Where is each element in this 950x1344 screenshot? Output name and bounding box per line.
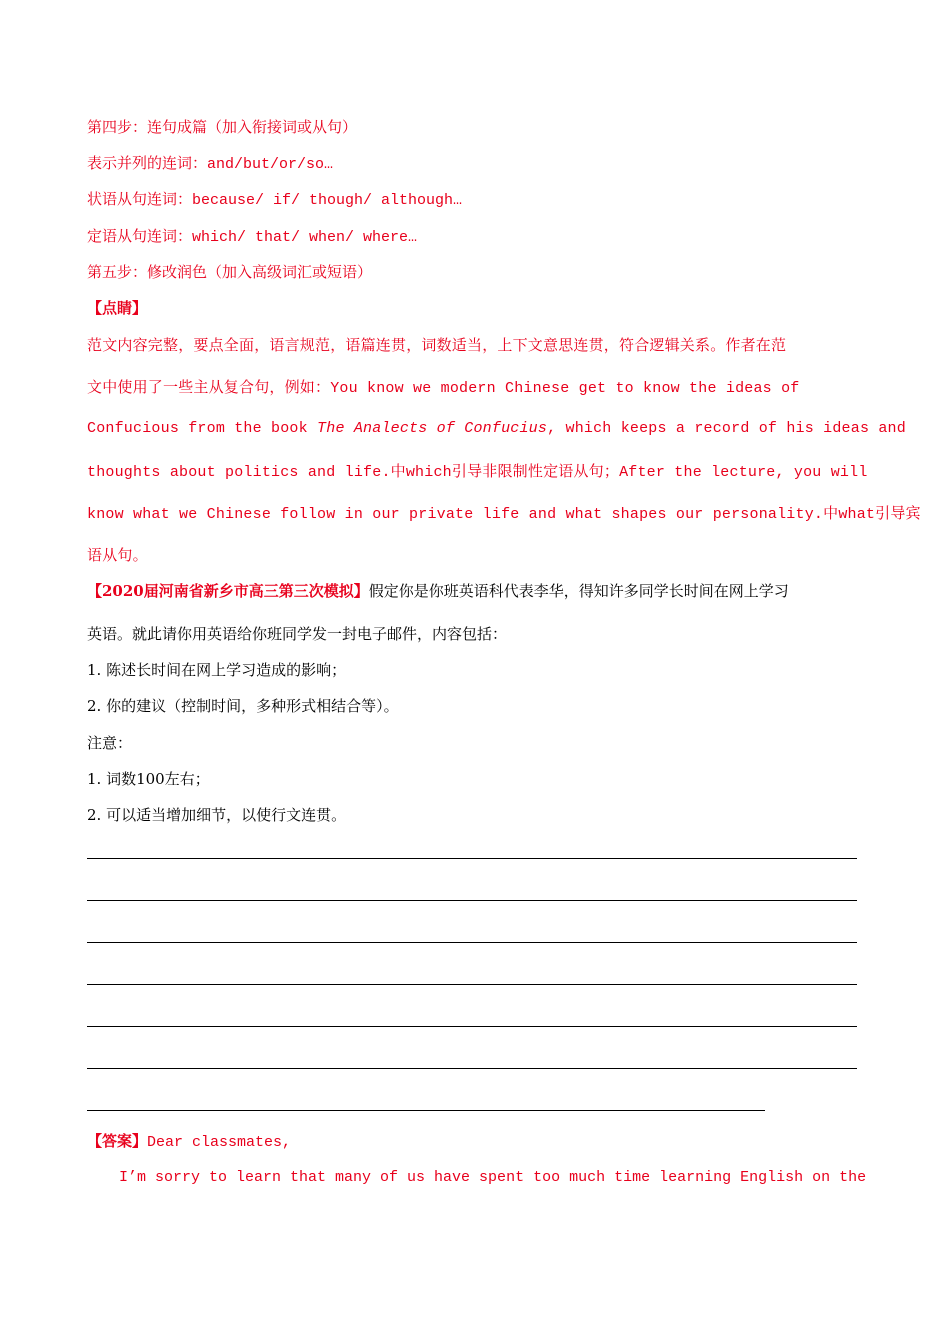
note-1: 1. 词数100左右；: [87, 770, 210, 788]
dianjing-line-3-a: Confucious from the book: [87, 420, 318, 437]
task-item-1: 1. 陈述长时间在网上学习造成的影响；: [87, 661, 347, 679]
dianjing-line-5-cn2: 引导宾: [875, 504, 921, 522]
answer-greeting-line: [87, 1131, 291, 1153]
answer-greeting: Dear classmates,: [147, 1134, 292, 1151]
coord-words: and/but/or/so…: [207, 156, 334, 173]
writing-line: [87, 942, 857, 943]
attr-label: 定语从句连词：: [87, 227, 193, 245]
attributive-conjunctions: [87, 226, 417, 248]
dianjing-line-2-cn: 文中使用了一些主从复合句，例如：: [87, 378, 331, 396]
dianjing-line-2-en: You know we modern Chinese get to know the ideas of: [330, 380, 800, 397]
task-item-2: 2. 你的建议（控制时间，多种形式相结合等）。: [87, 697, 399, 715]
dianjing-line-6: 语从句。: [87, 546, 148, 564]
writing-line: [87, 1110, 765, 1111]
dianjing-line-4-en2: After the lecture, you will: [619, 464, 868, 481]
dianjing-line-3-b: , which keeps a record of his ideas and: [547, 420, 906, 437]
step4-heading: 第四步：连句成篇（加入衔接词或从句）: [87, 118, 358, 136]
writing-line: [87, 858, 857, 859]
dianjing-line-2: [87, 377, 867, 419]
answer-line-1: I’m sorry to learn that many of us have spent too much time learning English on the: [119, 1169, 867, 1186]
task-intro-line-1: [87, 581, 789, 601]
note-label: 注意：: [87, 734, 133, 752]
book-title: The Analects of Confucius: [317, 420, 548, 437]
dianjing-line-4-cn1: 中: [390, 462, 406, 480]
task-intro-text-1: 假定你是你班英语科代表李华，得知许多同学长时间在网上学习: [368, 582, 789, 600]
dianjing-line-5-cn1: 中: [823, 504, 839, 522]
note-2: 2. 可以适当增加细节，以使行文连贯。: [87, 806, 347, 824]
dianjing-paragraph: [87, 335, 921, 587]
dianjing-line-4-en: thoughts about politics and life.: [87, 464, 391, 481]
dianjing-line-1: 范文内容完整，要点全面，语言规范，语篇连贯，词数适当，上下文意思连贯，符合逻辑关系。作者在范: [87, 336, 787, 354]
writing-line: [87, 984, 857, 985]
writing-line: [87, 1026, 857, 1027]
adv-words: because/ if/ though/ although…: [192, 192, 463, 209]
writing-line: [87, 900, 857, 901]
dianjing-line-3: [87, 419, 906, 461]
dianjing-line-4-cn2: 引导非限制性定语从句；: [451, 462, 620, 480]
dianjing-line-4: [87, 461, 867, 503]
writing-line: [87, 1068, 857, 1069]
dianjing-line-5: [87, 503, 921, 545]
dianjing-line-5-what: what: [838, 506, 876, 523]
dianjing-line-4-which: which: [405, 464, 452, 481]
coordinating-conjunctions: [87, 153, 333, 175]
dianjing-heading: 【点睛】: [87, 299, 148, 317]
coord-label: 表示并列的连词：: [87, 154, 208, 172]
task-intro-line-2: 英语。就此请你用英语给你班同学发一封电子邮件，内容包括：: [87, 625, 508, 643]
step5-heading: 第五步：修改润色（加入高级词汇或短语）: [87, 263, 373, 281]
dianjing-line-5-en: know what we Chinese follow in our private life and what shapes our personality.: [87, 506, 824, 523]
adv-label: 状语从句连词：: [87, 190, 193, 208]
task-source: 【2020届河南省新乡市高三第三次模拟】: [87, 582, 369, 600]
adverbial-conjunctions: [87, 189, 462, 211]
attr-words: which/ that/ when/ where…: [192, 229, 418, 246]
answer-label: 【答案】: [87, 1132, 148, 1150]
